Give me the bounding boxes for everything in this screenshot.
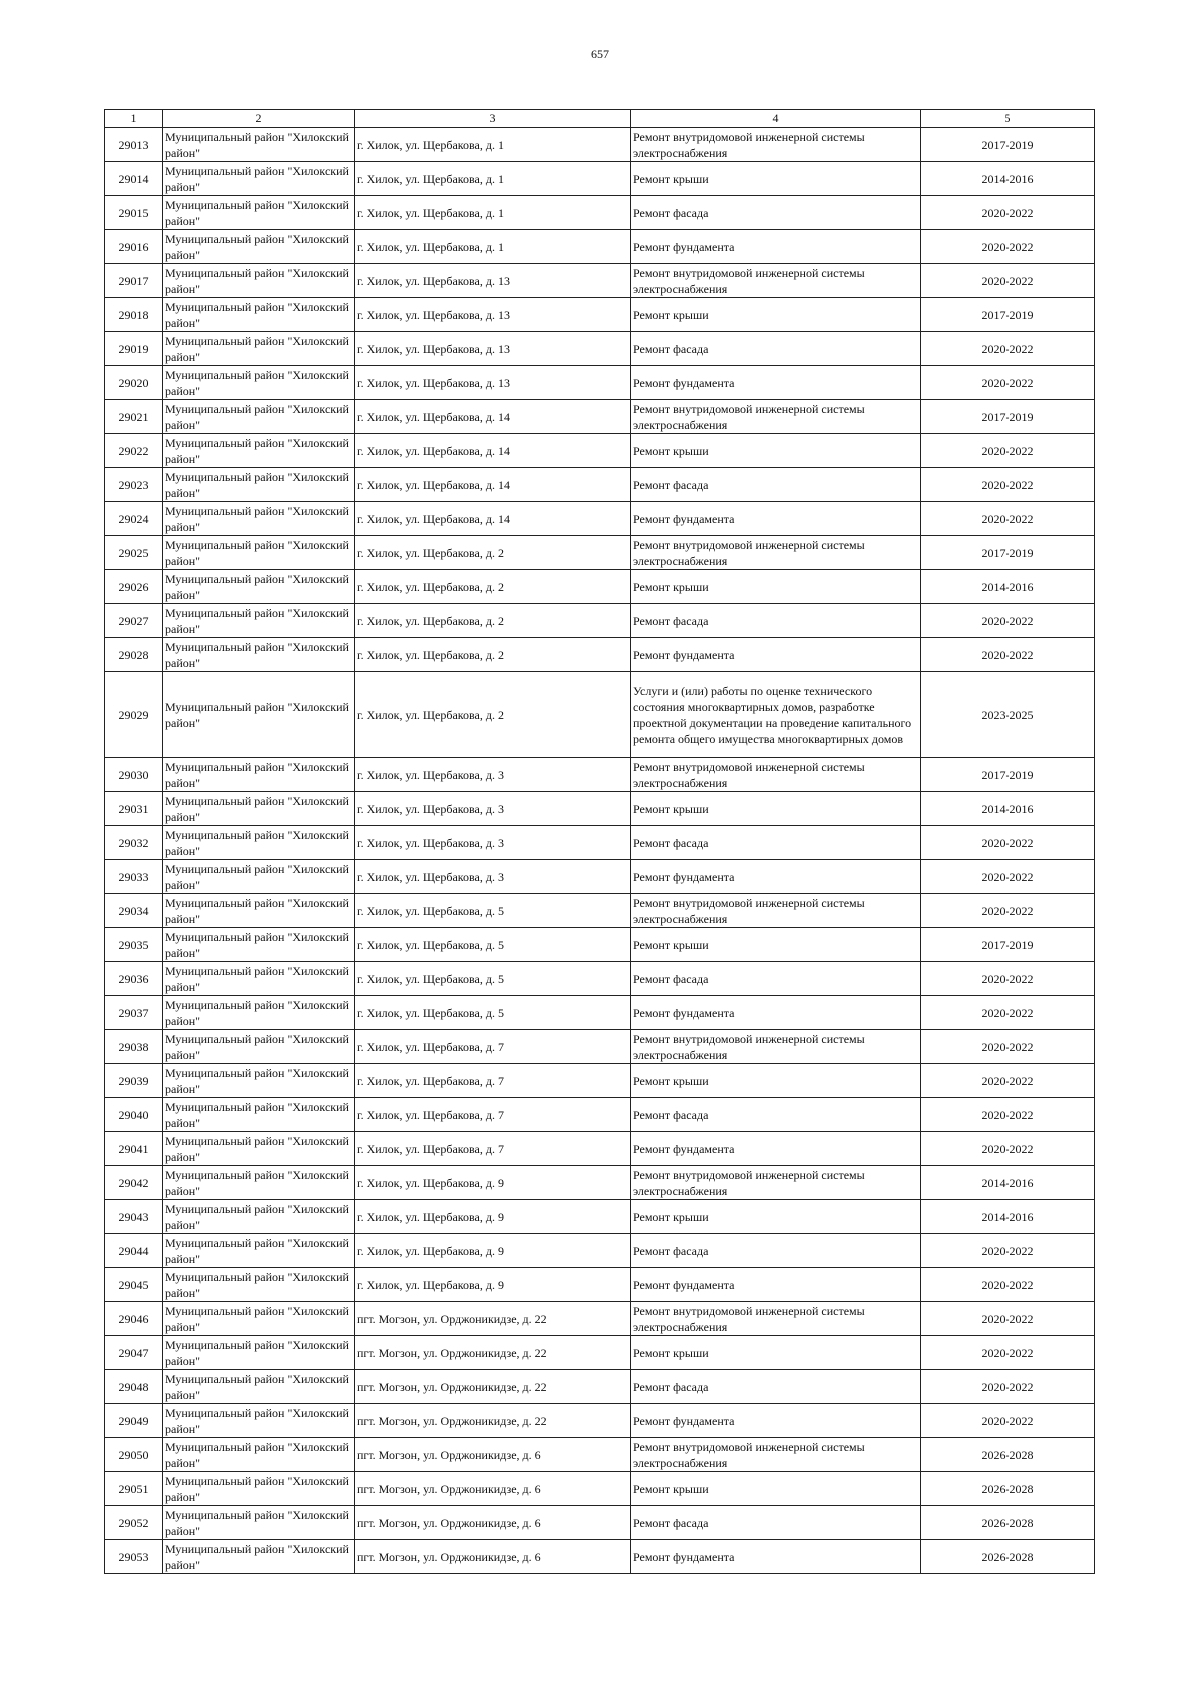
period-cell: 2020-2022 [921, 468, 1095, 502]
row-id-cell: 29031 [105, 792, 163, 826]
address-cell: г. Хилок, ул. Щербакова, д. 14 [355, 400, 631, 434]
row-id-cell: 29019 [105, 332, 163, 366]
period-cell: 2014-2016 [921, 1166, 1095, 1200]
address-cell: пгт. Могзон, ул. Орджоникидзе, д. 6 [355, 1540, 631, 1574]
address-cell: пгт. Могзон, ул. Орджоникидзе, д. 22 [355, 1370, 631, 1404]
district-cell: Муниципальный район "Хилокский район" [163, 332, 355, 366]
table-row [105, 604, 1095, 638]
address-cell: г. Хилок, ул. Щербакова, д. 3 [355, 860, 631, 894]
period-cell: 2014-2016 [921, 792, 1095, 826]
row-id-cell: 29025 [105, 536, 163, 570]
row-id-cell: 29030 [105, 758, 163, 792]
work-type-cell: Ремонт фундамента [631, 366, 921, 400]
table-row [105, 1166, 1095, 1200]
district-cell: Муниципальный район "Хилокский район" [163, 1030, 355, 1064]
row-id-cell: 29016 [105, 230, 163, 264]
period-cell: 2020-2022 [921, 1268, 1095, 1302]
row-id-cell: 29022 [105, 434, 163, 468]
period-cell: 2026-2028 [921, 1438, 1095, 1472]
district-cell: Муниципальный район "Хилокский район" [163, 1404, 355, 1438]
row-id-cell: 29049 [105, 1404, 163, 1438]
row-id-cell: 29038 [105, 1030, 163, 1064]
district-cell: Муниципальный район "Хилокский район" [163, 894, 355, 928]
address-cell: г. Хилок, ул. Щербакова, д. 5 [355, 928, 631, 962]
address-cell: г. Хилок, ул. Щербакова, д. 3 [355, 826, 631, 860]
row-id-cell: 29024 [105, 502, 163, 536]
work-type-cell: Ремонт крыши [631, 1064, 921, 1098]
address-cell: г. Хилок, ул. Щербакова, д. 13 [355, 366, 631, 400]
row-id-cell: 29045 [105, 1268, 163, 1302]
district-cell: Муниципальный район "Хилокский район" [163, 196, 355, 230]
period-cell: 2020-2022 [921, 1234, 1095, 1268]
district-cell: Муниципальный район "Хилокский район" [163, 264, 355, 298]
district-cell: Муниципальный район "Хилокский район" [163, 468, 355, 502]
district-cell: Муниципальный район "Хилокский район" [163, 604, 355, 638]
address-cell: г. Хилок, ул. Щербакова, д. 14 [355, 434, 631, 468]
address-cell: г. Хилок, ул. Щербакова, д. 14 [355, 502, 631, 536]
table-row [105, 894, 1095, 928]
work-type-cell: Ремонт крыши [631, 434, 921, 468]
district-cell: Муниципальный район "Хилокский район" [163, 1336, 355, 1370]
row-id-cell: 29034 [105, 894, 163, 928]
period-cell: 2020-2022 [921, 894, 1095, 928]
district-cell: Муниципальный район "Хилокский район" [163, 230, 355, 264]
period-cell: 2020-2022 [921, 1132, 1095, 1166]
address-cell: пгт. Могзон, ул. Орджоникидзе, д. 22 [355, 1302, 631, 1336]
period-cell: 2020-2022 [921, 1098, 1095, 1132]
period-cell: 2020-2022 [921, 264, 1095, 298]
table-row [105, 536, 1095, 570]
period-cell: 2020-2022 [921, 1302, 1095, 1336]
work-type-cell: Ремонт фасада [631, 826, 921, 860]
work-type-cell: Ремонт фасада [631, 1506, 921, 1540]
table-row [105, 1132, 1095, 1166]
table-row [105, 996, 1095, 1030]
district-cell: Муниципальный район "Хилокский район" [163, 1234, 355, 1268]
table-row [105, 230, 1095, 264]
district-cell: Муниципальный район "Хилокский район" [163, 1370, 355, 1404]
row-id-cell: 29047 [105, 1336, 163, 1370]
work-type-cell: Ремонт крыши [631, 928, 921, 962]
address-cell: г. Хилок, ул. Щербакова, д. 7 [355, 1132, 631, 1166]
work-type-cell: Ремонт фасада [631, 1234, 921, 1268]
period-cell: 2026-2028 [921, 1540, 1095, 1574]
period-cell: 2017-2019 [921, 928, 1095, 962]
period-cell: 2020-2022 [921, 962, 1095, 996]
row-id-cell: 29026 [105, 570, 163, 604]
period-cell: 2020-2022 [921, 826, 1095, 860]
row-id-cell: 29014 [105, 162, 163, 196]
table-row [105, 162, 1095, 196]
work-type-cell: Ремонт фасада [631, 1098, 921, 1132]
work-type-cell: Ремонт фасада [631, 962, 921, 996]
district-cell: Муниципальный район "Хилокский район" [163, 400, 355, 434]
table-row [105, 468, 1095, 502]
period-cell: 2020-2022 [921, 230, 1095, 264]
row-id-cell: 29042 [105, 1166, 163, 1200]
work-type-cell: Ремонт фундамента [631, 1540, 921, 1574]
address-cell: г. Хилок, ул. Щербакова, д. 1 [355, 196, 631, 230]
column-header-1: 1 [105, 110, 163, 128]
work-type-cell: Ремонт фундамента [631, 1132, 921, 1166]
table-row [105, 128, 1095, 162]
district-cell: Муниципальный район "Хилокский район" [163, 366, 355, 400]
district-cell: Муниципальный район "Хилокский район" [163, 860, 355, 894]
table-row [105, 638, 1095, 672]
table-row [105, 400, 1095, 434]
address-cell: г. Хилок, ул. Щербакова, д. 14 [355, 468, 631, 502]
table-row [105, 1404, 1095, 1438]
work-type-cell: Ремонт внутридомовой инженерной системы электроснабжения [631, 536, 921, 570]
column-header-3: 3 [355, 110, 631, 128]
work-type-cell: Ремонт крыши [631, 298, 921, 332]
work-type-cell: Ремонт внутридомовой инженерной системы электроснабжения [631, 894, 921, 928]
table-row [105, 758, 1095, 792]
work-type-cell: Ремонт крыши [631, 162, 921, 196]
table-row [105, 196, 1095, 230]
address-cell: г. Хилок, ул. Щербакова, д. 7 [355, 1064, 631, 1098]
district-cell: Муниципальный район "Хилокский район" [163, 1200, 355, 1234]
column-header-2: 2 [163, 110, 355, 128]
work-type-cell: Ремонт внутридомовой инженерной системы электроснабжения [631, 1438, 921, 1472]
table-row [105, 1370, 1095, 1404]
table-row [105, 1540, 1095, 1574]
row-id-cell: 29017 [105, 264, 163, 298]
row-id-cell: 29023 [105, 468, 163, 502]
work-type-cell: Ремонт фасада [631, 332, 921, 366]
address-cell: пгт. Могзон, ул. Орджоникидзе, д. 6 [355, 1506, 631, 1540]
address-cell: г. Хилок, ул. Щербакова, д. 7 [355, 1030, 631, 1064]
table-row [105, 962, 1095, 996]
work-type-cell: Ремонт крыши [631, 1336, 921, 1370]
table-row [105, 1098, 1095, 1132]
address-cell: г. Хилок, ул. Щербакова, д. 13 [355, 332, 631, 366]
row-id-cell: 29036 [105, 962, 163, 996]
table-row [105, 298, 1095, 332]
period-cell: 2014-2016 [921, 570, 1095, 604]
table-row [105, 826, 1095, 860]
period-cell: 2020-2022 [921, 638, 1095, 672]
period-cell: 2020-2022 [921, 996, 1095, 1030]
district-cell: Муниципальный район "Хилокский район" [163, 1540, 355, 1574]
work-type-cell: Ремонт крыши [631, 792, 921, 826]
work-type-cell: Ремонт фундамента [631, 1268, 921, 1302]
period-cell: 2020-2022 [921, 332, 1095, 366]
period-cell: 2020-2022 [921, 604, 1095, 638]
address-cell: пгт. Могзон, ул. Орджоникидзе, д. 22 [355, 1404, 631, 1438]
district-cell: Муниципальный район "Хилокский район" [163, 1268, 355, 1302]
period-cell: 2017-2019 [921, 298, 1095, 332]
table-row [105, 366, 1095, 400]
address-cell: пгт. Могзон, ул. Орджоникидзе, д. 6 [355, 1438, 631, 1472]
period-cell: 2026-2028 [921, 1506, 1095, 1540]
work-type-cell: Ремонт фундамента [631, 502, 921, 536]
address-cell: г. Хилок, ул. Щербакова, д. 2 [355, 672, 631, 758]
address-cell: пгт. Могзон, ул. Орджоникидзе, д. 22 [355, 1336, 631, 1370]
district-cell: Муниципальный район "Хилокский район" [163, 1064, 355, 1098]
row-id-cell: 29039 [105, 1064, 163, 1098]
work-type-cell: Ремонт внутридомовой инженерной системы электроснабжения [631, 1302, 921, 1336]
row-id-cell: 29029 [105, 672, 163, 758]
table-row [105, 502, 1095, 536]
work-type-cell: Ремонт фасада [631, 1370, 921, 1404]
work-type-cell: Ремонт внутридомовой инженерной системы электроснабжения [631, 758, 921, 792]
table-row [105, 264, 1095, 298]
district-cell: Муниципальный район "Хилокский район" [163, 1302, 355, 1336]
address-cell: г. Хилок, ул. Щербакова, д. 5 [355, 894, 631, 928]
district-cell: Муниципальный район "Хилокский район" [163, 1506, 355, 1540]
row-id-cell: 29018 [105, 298, 163, 332]
work-type-cell: Ремонт фундамента [631, 1404, 921, 1438]
district-cell: Муниципальный район "Хилокский район" [163, 826, 355, 860]
period-cell: 2017-2019 [921, 400, 1095, 434]
address-cell: г. Хилок, ул. Щербакова, д. 2 [355, 604, 631, 638]
period-cell: 2020-2022 [921, 434, 1095, 468]
district-cell: Муниципальный район "Хилокский район" [163, 638, 355, 672]
row-id-cell: 29037 [105, 996, 163, 1030]
table-row [105, 1506, 1095, 1540]
address-cell: г. Хилок, ул. Щербакова, д. 9 [355, 1166, 631, 1200]
period-cell: 2017-2019 [921, 536, 1095, 570]
period-cell: 2026-2028 [921, 1472, 1095, 1506]
period-cell: 2020-2022 [921, 1030, 1095, 1064]
address-cell: г. Хилок, ул. Щербакова, д. 7 [355, 1098, 631, 1132]
row-id-cell: 29021 [105, 400, 163, 434]
work-type-cell: Ремонт фундамента [631, 230, 921, 264]
table-row [105, 860, 1095, 894]
district-cell: Муниципальный район "Хилокский район" [163, 502, 355, 536]
address-cell: г. Хилок, ул. Щербакова, д. 3 [355, 758, 631, 792]
table-row [105, 1472, 1095, 1506]
district-cell: Муниципальный район "Хилокский район" [163, 996, 355, 1030]
district-cell: Муниципальный район "Хилокский район" [163, 298, 355, 332]
capital-repair-table [104, 109, 1095, 1574]
period-cell: 2017-2019 [921, 758, 1095, 792]
address-cell: г. Хилок, ул. Щербакова, д. 5 [355, 962, 631, 996]
work-type-cell: Ремонт крыши [631, 1200, 921, 1234]
row-id-cell: 29052 [105, 1506, 163, 1540]
row-id-cell: 29051 [105, 1472, 163, 1506]
row-id-cell: 29032 [105, 826, 163, 860]
work-type-cell: Услуги и (или) работы по оценке технического состояния многоквартирных домов, разработке проектной документации на проведение капитального ремонта общего имущества многоквартирных домов [631, 672, 921, 758]
row-id-cell: 29033 [105, 860, 163, 894]
period-cell: 2020-2022 [921, 860, 1095, 894]
row-id-cell: 29020 [105, 366, 163, 400]
work-type-cell: Ремонт фундамента [631, 638, 921, 672]
work-type-cell: Ремонт фундамента [631, 860, 921, 894]
period-cell: 2020-2022 [921, 1064, 1095, 1098]
district-cell: Муниципальный район "Хилокский район" [163, 1438, 355, 1472]
district-cell: Муниципальный район "Хилокский район" [163, 1166, 355, 1200]
address-cell: пгт. Могзон, ул. Орджоникидзе, д. 6 [355, 1472, 631, 1506]
address-cell: г. Хилок, ул. Щербакова, д. 1 [355, 162, 631, 196]
row-id-cell: 29028 [105, 638, 163, 672]
table-row [105, 332, 1095, 366]
row-id-cell: 29041 [105, 1132, 163, 1166]
table-row [105, 434, 1095, 468]
row-id-cell: 29044 [105, 1234, 163, 1268]
district-cell: Муниципальный район "Хилокский район" [163, 536, 355, 570]
work-type-cell: Ремонт внутридомовой инженерной системы электроснабжения [631, 264, 921, 298]
table-row [105, 1302, 1095, 1336]
row-id-cell: 29040 [105, 1098, 163, 1132]
district-cell: Муниципальный район "Хилокский район" [163, 1098, 355, 1132]
district-cell: Муниципальный район "Хилокский район" [163, 434, 355, 468]
work-type-cell: Ремонт фасада [631, 604, 921, 638]
table-row [105, 1268, 1095, 1302]
row-id-cell: 29013 [105, 128, 163, 162]
table-row [105, 928, 1095, 962]
period-cell: 2020-2022 [921, 196, 1095, 230]
address-cell: г. Хилок, ул. Щербакова, д. 9 [355, 1234, 631, 1268]
table-row [105, 1200, 1095, 1234]
work-type-cell: Ремонт внутридомовой инженерной системы электроснабжения [631, 128, 921, 162]
district-cell: Муниципальный район "Хилокский район" [163, 928, 355, 962]
row-id-cell: 29027 [105, 604, 163, 638]
work-type-cell: Ремонт крыши [631, 570, 921, 604]
table-row [105, 792, 1095, 826]
period-cell: 2014-2016 [921, 162, 1095, 196]
district-cell: Муниципальный район "Хилокский район" [163, 962, 355, 996]
period-cell: 2020-2022 [921, 366, 1095, 400]
period-cell: 2020-2022 [921, 1404, 1095, 1438]
district-cell: Муниципальный район "Хилокский район" [163, 672, 355, 758]
period-cell: 2014-2016 [921, 1200, 1095, 1234]
table-row [105, 672, 1095, 758]
address-cell: г. Хилок, ул. Щербакова, д. 13 [355, 264, 631, 298]
work-type-cell: Ремонт внутридомовой инженерной системы электроснабжения [631, 400, 921, 434]
address-cell: г. Хилок, ул. Щербакова, д. 9 [355, 1268, 631, 1302]
table-row [105, 1438, 1095, 1472]
table-row [105, 1030, 1095, 1064]
table-row [105, 1234, 1095, 1268]
table-row [105, 1064, 1095, 1098]
district-cell: Муниципальный район "Хилокский район" [163, 1472, 355, 1506]
row-id-cell: 29053 [105, 1540, 163, 1574]
address-cell: г. Хилок, ул. Щербакова, д. 2 [355, 536, 631, 570]
row-id-cell: 29050 [105, 1438, 163, 1472]
period-cell: 2020-2022 [921, 1370, 1095, 1404]
work-type-cell: Ремонт крыши [631, 1472, 921, 1506]
row-id-cell: 29048 [105, 1370, 163, 1404]
period-cell: 2017-2019 [921, 128, 1095, 162]
work-type-cell: Ремонт фундамента [631, 996, 921, 1030]
work-type-cell: Ремонт фасада [631, 196, 921, 230]
page-number: 657 [591, 47, 609, 61]
row-id-cell: 29043 [105, 1200, 163, 1234]
period-cell: 2020-2022 [921, 502, 1095, 536]
address-cell: г. Хилок, ул. Щербакова, д. 13 [355, 298, 631, 332]
district-cell: Муниципальный район "Хилокский район" [163, 570, 355, 604]
work-type-cell: Ремонт внутридомовой инженерной системы электроснабжения [631, 1030, 921, 1064]
district-cell: Муниципальный район "Хилокский район" [163, 128, 355, 162]
address-cell: г. Хилок, ул. Щербакова, д. 1 [355, 128, 631, 162]
row-id-cell: 29046 [105, 1302, 163, 1336]
address-cell: г. Хилок, ул. Щербакова, д. 5 [355, 996, 631, 1030]
header-row [105, 110, 1095, 128]
period-cell: 2020-2022 [921, 1336, 1095, 1370]
table-body [105, 128, 1095, 1574]
district-cell: Муниципальный район "Хилокский район" [163, 1132, 355, 1166]
address-cell: г. Хилок, ул. Щербакова, д. 2 [355, 570, 631, 604]
row-id-cell: 29015 [105, 196, 163, 230]
work-type-cell: Ремонт внутридомовой инженерной системы электроснабжения [631, 1166, 921, 1200]
address-cell: г. Хилок, ул. Щербакова, д. 9 [355, 1200, 631, 1234]
column-header-4: 4 [631, 110, 921, 128]
period-cell: 2023-2025 [921, 672, 1095, 758]
row-id-cell: 29035 [105, 928, 163, 962]
table-row [105, 570, 1095, 604]
district-cell: Муниципальный район "Хилокский район" [163, 162, 355, 196]
column-header-5: 5 [921, 110, 1095, 128]
work-type-cell: Ремонт фасада [631, 468, 921, 502]
district-cell: Муниципальный район "Хилокский район" [163, 758, 355, 792]
table-row [105, 1336, 1095, 1370]
district-cell: Муниципальный район "Хилокский район" [163, 792, 355, 826]
address-cell: г. Хилок, ул. Щербакова, д. 1 [355, 230, 631, 264]
address-cell: г. Хилок, ул. Щербакова, д. 3 [355, 792, 631, 826]
address-cell: г. Хилок, ул. Щербакова, д. 2 [355, 638, 631, 672]
